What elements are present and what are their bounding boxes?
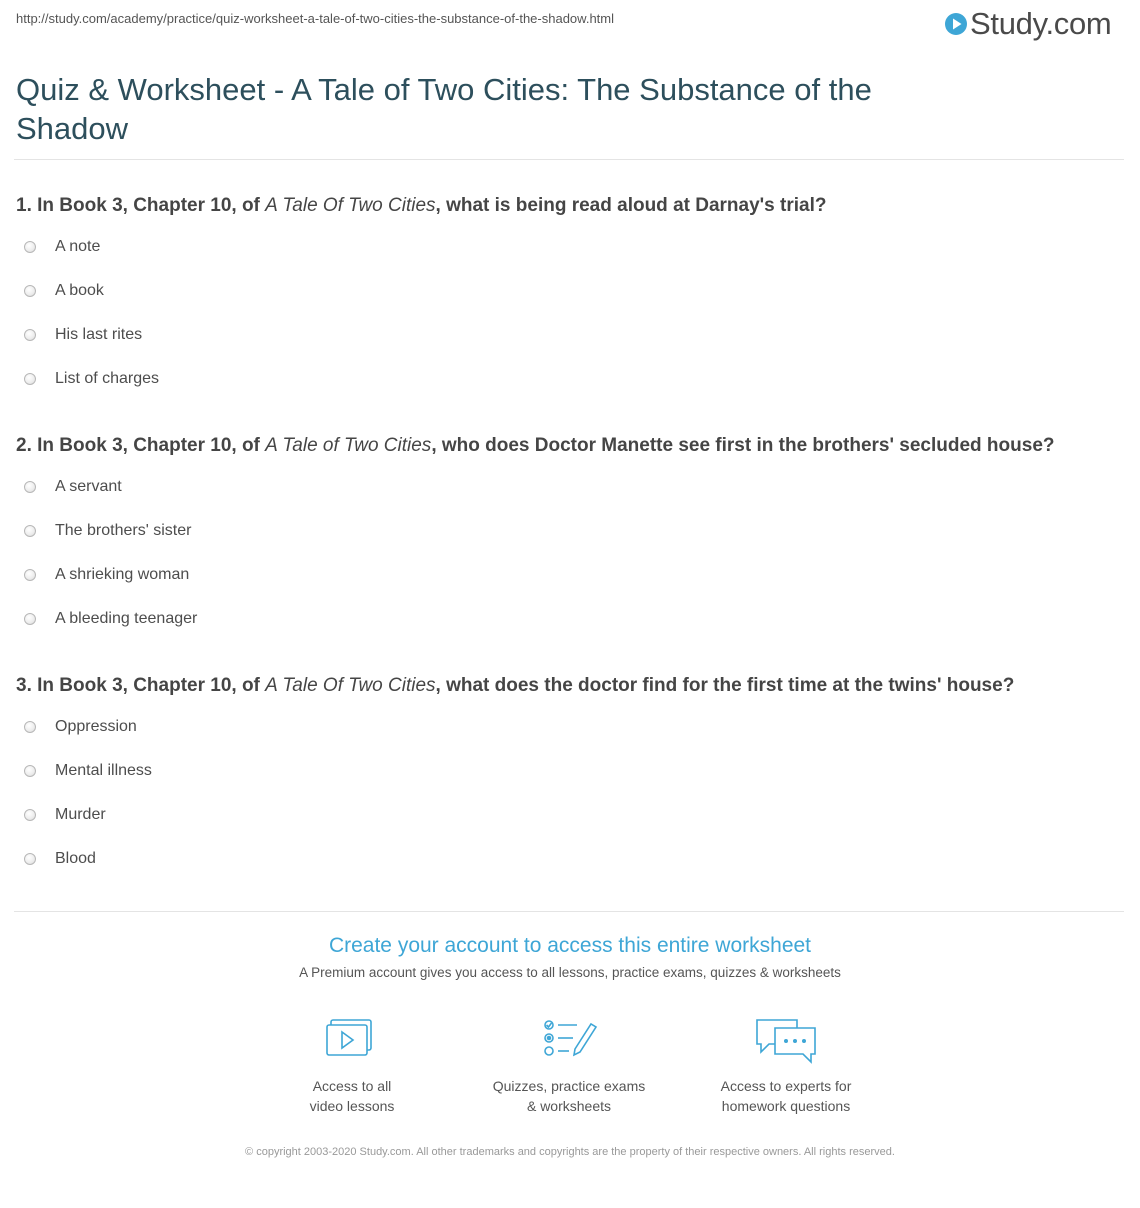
answer-label: Mental illness — [55, 762, 152, 779]
feature-quizzes — [479, 1016, 659, 1116]
video-lessons-icon — [322, 1016, 382, 1064]
radio-button[interactable] — [24, 241, 36, 253]
feature-label: Access to experts for homework questions — [720, 1078, 852, 1114]
radio-button[interactable] — [24, 809, 36, 821]
answer-option[interactable] — [16, 522, 1131, 566]
book-title: A Tale of Two Cities — [265, 435, 432, 456]
answer-list — [16, 478, 1131, 654]
radio-button[interactable] — [24, 329, 36, 341]
radio-button[interactable] — [24, 853, 36, 865]
answer-option[interactable] — [16, 718, 1131, 762]
play-logo-icon — [944, 12, 968, 36]
question-3 — [16, 674, 1131, 894]
answer-label: His last rites — [55, 326, 143, 343]
answer-label: A book — [55, 282, 104, 299]
book-title: A Tale Of Two Cities — [265, 195, 436, 216]
question-1 — [16, 194, 1131, 414]
answer-label: A note — [55, 238, 101, 255]
answer-label: Blood — [55, 850, 96, 867]
answer-label: Oppression — [55, 718, 137, 735]
answer-option[interactable] — [16, 326, 1131, 370]
answer-list — [16, 718, 1131, 894]
radio-button[interactable] — [24, 721, 36, 733]
feature-experts — [696, 1016, 876, 1116]
book-title: A Tale Of Two Cities — [265, 675, 436, 696]
answer-list — [16, 238, 1131, 414]
answer-label: A servant — [55, 478, 122, 495]
chat-bubbles-icon — [753, 1016, 819, 1064]
logo-text: Study.com — [970, 6, 1112, 41]
quiz-checklist-icon — [539, 1016, 599, 1064]
section-divider — [14, 911, 1124, 912]
page-url: http://study.com/academy/practice/quiz-worksheet-a-tale-of-two-cities-the-substance-of-the-shadow.html — [16, 11, 615, 26]
radio-button[interactable] — [24, 481, 36, 493]
answer-option[interactable] — [16, 762, 1131, 806]
radio-button[interactable] — [24, 613, 36, 625]
question-text: 2. In Book 3, Chapter 10, of A Tale of Two Cities, who does Doctor Manette see first in the brothers' secluded house? — [16, 435, 1055, 456]
radio-button[interactable] — [24, 765, 36, 777]
feature-label: Quizzes, practice exams & worksheets — [492, 1078, 646, 1114]
answer-option[interactable] — [16, 610, 1131, 654]
answer-option[interactable] — [16, 282, 1131, 326]
radio-button[interactable] — [24, 373, 36, 385]
title-divider — [14, 159, 1124, 160]
answer-label: Murder — [55, 806, 106, 823]
answer-option[interactable] — [16, 850, 1131, 894]
answer-option[interactable] — [16, 238, 1131, 282]
answer-label: A shrieking woman — [55, 566, 190, 583]
radio-button[interactable] — [24, 525, 36, 537]
answer-option[interactable] — [16, 370, 1131, 414]
question-2 — [16, 434, 1131, 654]
radio-button[interactable] — [24, 569, 36, 581]
answer-option[interactable] — [16, 566, 1131, 610]
question-text: 3. In Book 3, Chapter 10, of A Tale Of Two Cities, what does the doctor find for the first time at the twins' house? — [16, 675, 1015, 696]
question-text: 1. In Book 3, Chapter 10, of A Tale Of Two Cities, what is being read aloud at Darnay's trial? — [16, 195, 827, 216]
answer-label: The brothers' sister — [55, 522, 192, 539]
study-logo[interactable] — [944, 6, 1111, 42]
cta-subtitle: A Premium account gives you access to all lessons, practice exams, quizzes & worksheets — [299, 965, 841, 980]
copyright-footer: © copyright 2003-2020 Study.com. All other trademarks and copyrights are the property of their respective owners. All rights reserved. — [245, 1146, 895, 1158]
page-title: Quiz & Worksheet - A Tale of Two Cities: The Substance of the Shadow — [16, 72, 872, 146]
radio-button[interactable] — [24, 285, 36, 297]
feature-label: Access to all video lessons — [309, 1078, 395, 1114]
cta-title-link[interactable]: Create your account to access this entire worksheet — [328, 934, 812, 957]
answer-label: List of charges — [55, 370, 160, 387]
feature-video-lessons — [262, 1016, 442, 1116]
answer-label: A bleeding teenager — [55, 610, 198, 627]
answer-option[interactable] — [16, 478, 1131, 522]
answer-option[interactable] — [16, 806, 1131, 850]
